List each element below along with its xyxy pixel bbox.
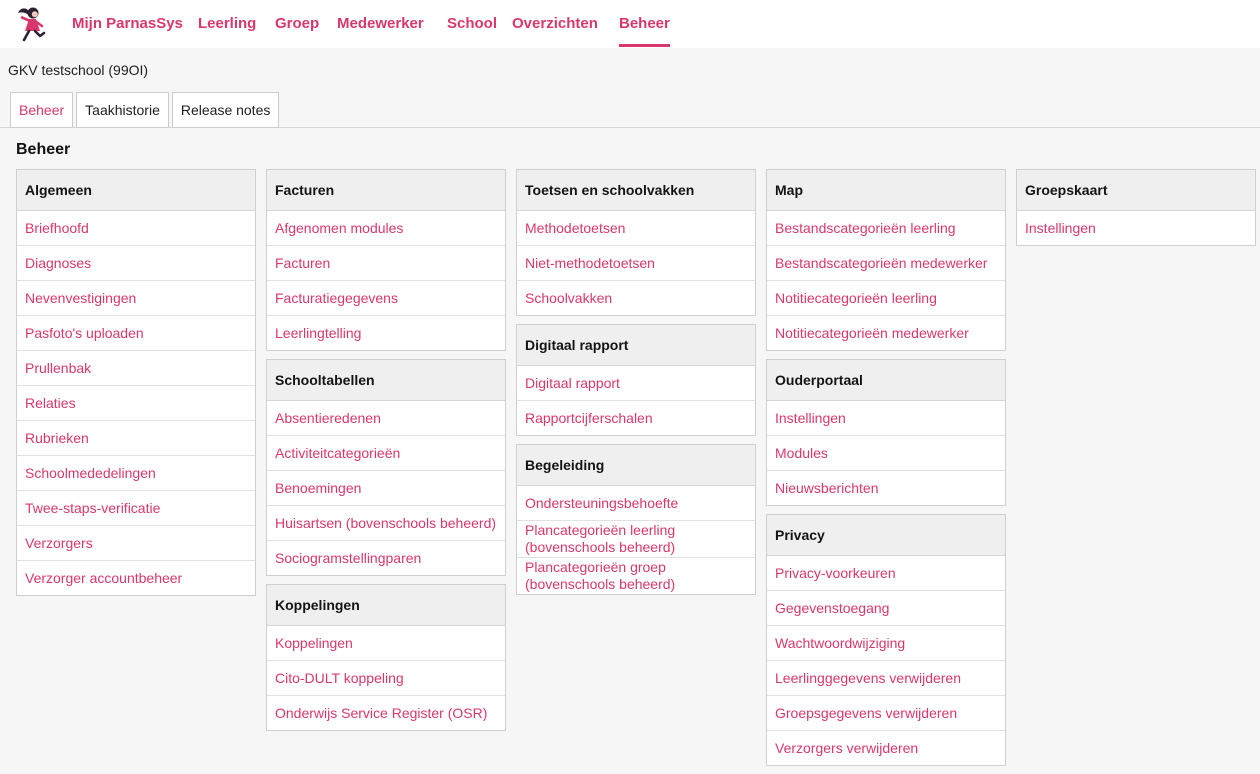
link-sociogramstellingparen[interactable]: Sociogramstellingparen [275, 549, 422, 566]
link-rubrieken[interactable]: Rubrieken [17, 421, 255, 456]
panel-ouderportaal [766, 359, 1006, 506]
nav-item-beheer[interactable]: Beheer [619, 0, 670, 48]
link-digitaal-rapport[interactable]: Digitaal rapport [517, 366, 755, 401]
panel-header-privacy: Privacy [767, 515, 1005, 556]
panel-koppelingen [266, 584, 506, 731]
link-afgenomen-modules[interactable]: Afgenomen modules [267, 211, 505, 246]
link-wachtwoordwijziging[interactable]: Wachtwoordwijziging [767, 626, 1005, 661]
link-activiteitcategorieen[interactable]: Activiteitcategorieën [267, 436, 505, 471]
page-title: Beheer [16, 141, 71, 158]
column-4 [766, 169, 1006, 766]
link-leerlinggegevens-verwijderen[interactable]: Leerlinggegevens verwijderen [767, 661, 1005, 696]
panel-header-digitaal-rapport: Digitaal rapport [517, 325, 755, 366]
link-cito-dult-koppeling[interactable]: Cito-DULT koppeling [267, 661, 505, 696]
panel-header-map: Map [767, 170, 1005, 211]
panel-toetsen-en-schoolvakken [516, 169, 756, 316]
nav-item-mijn-parnassys[interactable]: Mijn ParnasSys [72, 15, 183, 32]
panel-header-algemeen: Algemeen [17, 170, 255, 211]
link-briefhoofd[interactable]: Briefhoofd [17, 211, 255, 246]
link-ondersteuningsbehoefte[interactable]: Ondersteuningsbehoefte [517, 486, 755, 521]
tab-release-notes[interactable]: Release notes [172, 92, 280, 128]
link-nieuwsberichten[interactable]: Nieuwsberichten [775, 479, 879, 496]
link-diagnoses[interactable]: Diagnoses [17, 246, 255, 281]
link-onderwijs-service-register[interactable]: Onderwijs Service Register (OSR) [275, 704, 488, 721]
tabs [0, 92, 1260, 128]
panel-header-facturen: Facturen [267, 170, 505, 211]
column-2 [266, 169, 506, 731]
link-groepskaart-instellingen[interactable]: Instellingen [1025, 219, 1096, 236]
panel-header-begeleiding: Begeleiding [517, 445, 755, 486]
school-name: GKV testschool (99OI) [8, 62, 149, 78]
column-1 [16, 169, 256, 596]
panel-digitaal-rapport [516, 324, 756, 436]
column-3 [516, 169, 756, 595]
column-5 [1016, 169, 1256, 246]
panel-header-groepskaart: Groepskaart [1017, 170, 1255, 211]
link-ouderportaal-modules[interactable]: Modules [767, 436, 1005, 471]
link-pasfotos-uploaden[interactable]: Pasfoto's uploaden [17, 316, 255, 351]
panel-groepskaart [1016, 169, 1256, 246]
link-rapportcijferschalen[interactable]: Rapportcijferschalen [525, 409, 653, 426]
panel-begeleiding [516, 444, 756, 595]
link-schoolmededelingen[interactable]: Schoolmededelingen [17, 456, 255, 491]
admin-columns [16, 169, 1256, 766]
tab-taakhistorie[interactable]: Taakhistorie [76, 92, 169, 128]
panel-header-schooltabellen: Schooltabellen [267, 360, 505, 401]
panel-map [766, 169, 1006, 351]
link-koppelingen[interactable]: Koppelingen [267, 626, 505, 661]
link-plancategorieen-leerling[interactable]: Plancategorieën leerling (bovenschools beheerd) [517, 521, 755, 558]
link-methodetoetsen[interactable]: Methodetoetsen [517, 211, 755, 246]
nav-item-overzichten[interactable]: Overzichten [512, 15, 598, 32]
link-benoemingen[interactable]: Benoemingen [267, 471, 505, 506]
link-plancategorieen-groep[interactable]: Plancategorieën groep (bovenschools beheerd) [525, 559, 676, 592]
tab-beheer[interactable]: Beheer [10, 92, 73, 128]
panel-header-toetsen-en-schoolvakken: Toetsen en schoolvakken [517, 170, 755, 211]
link-verzorgers-verwijderen[interactable]: Verzorgers verwijderen [775, 739, 919, 756]
link-niet-methodetoetsen[interactable]: Niet-methodetoetsen [517, 246, 755, 281]
link-twee-staps-verificatie[interactable]: Twee-staps-verificatie [17, 491, 255, 526]
tab-bar [0, 92, 1260, 128]
link-gegevenstoegang[interactable]: Gegevenstoegang [767, 591, 1005, 626]
link-verzorger-accountbeheer[interactable]: Verzorger accountbeheer [25, 569, 183, 586]
link-ouderportaal-instellingen[interactable]: Instellingen [767, 401, 1005, 436]
link-schoolvakken[interactable]: Schoolvakken [525, 289, 613, 306]
panel-facturen [266, 169, 506, 351]
link-prullenbak[interactable]: Prullenbak [17, 351, 255, 386]
link-facturen[interactable]: Facturen [267, 246, 505, 281]
panel-schooltabellen [266, 359, 506, 576]
link-facturatiegegevens[interactable]: Facturatiegegevens [267, 281, 505, 316]
panel-algemeen [16, 169, 256, 596]
link-absentieredenen[interactable]: Absentieredenen [267, 401, 505, 436]
nav-item-groep[interactable]: Groep [275, 15, 320, 32]
link-notitiecategorieen-leerling[interactable]: Notitiecategorieën leerling [767, 281, 1005, 316]
nav-item-leerling[interactable]: Leerling [198, 15, 257, 32]
link-verzorgers[interactable]: Verzorgers [17, 526, 255, 561]
link-groepsgegevens-verwijderen[interactable]: Groepsgegevens verwijderen [767, 696, 1005, 731]
link-nevenvestigingen[interactable]: Nevenvestigingen [17, 281, 255, 316]
panel-header-ouderportaal: Ouderportaal [767, 360, 1005, 401]
link-bestandscategorieen-leerling[interactable]: Bestandscategorieën leerling [767, 211, 1005, 246]
panel-header-koppelingen: Koppelingen [267, 585, 505, 626]
link-bestandscategorieen-medewerker[interactable]: Bestandscategorieën medewerker [767, 246, 1005, 281]
panel-privacy [766, 514, 1006, 766]
top-navigation [0, 0, 1260, 48]
nav-item-medewerker[interactable]: Medewerker [337, 15, 424, 32]
link-leerlingtelling[interactable]: Leerlingtelling [275, 324, 362, 341]
main-menu [0, 0, 1260, 48]
link-relaties[interactable]: Relaties [17, 386, 255, 421]
link-notitiecategorieen-medewerker[interactable]: Notitiecategorieën medewerker [775, 324, 969, 341]
nav-item-school[interactable]: School [447, 15, 498, 32]
link-privacy-voorkeuren[interactable]: Privacy-voorkeuren [767, 556, 1005, 591]
link-huisartsen[interactable]: Huisartsen (bovenschools beheerd) [267, 506, 505, 541]
